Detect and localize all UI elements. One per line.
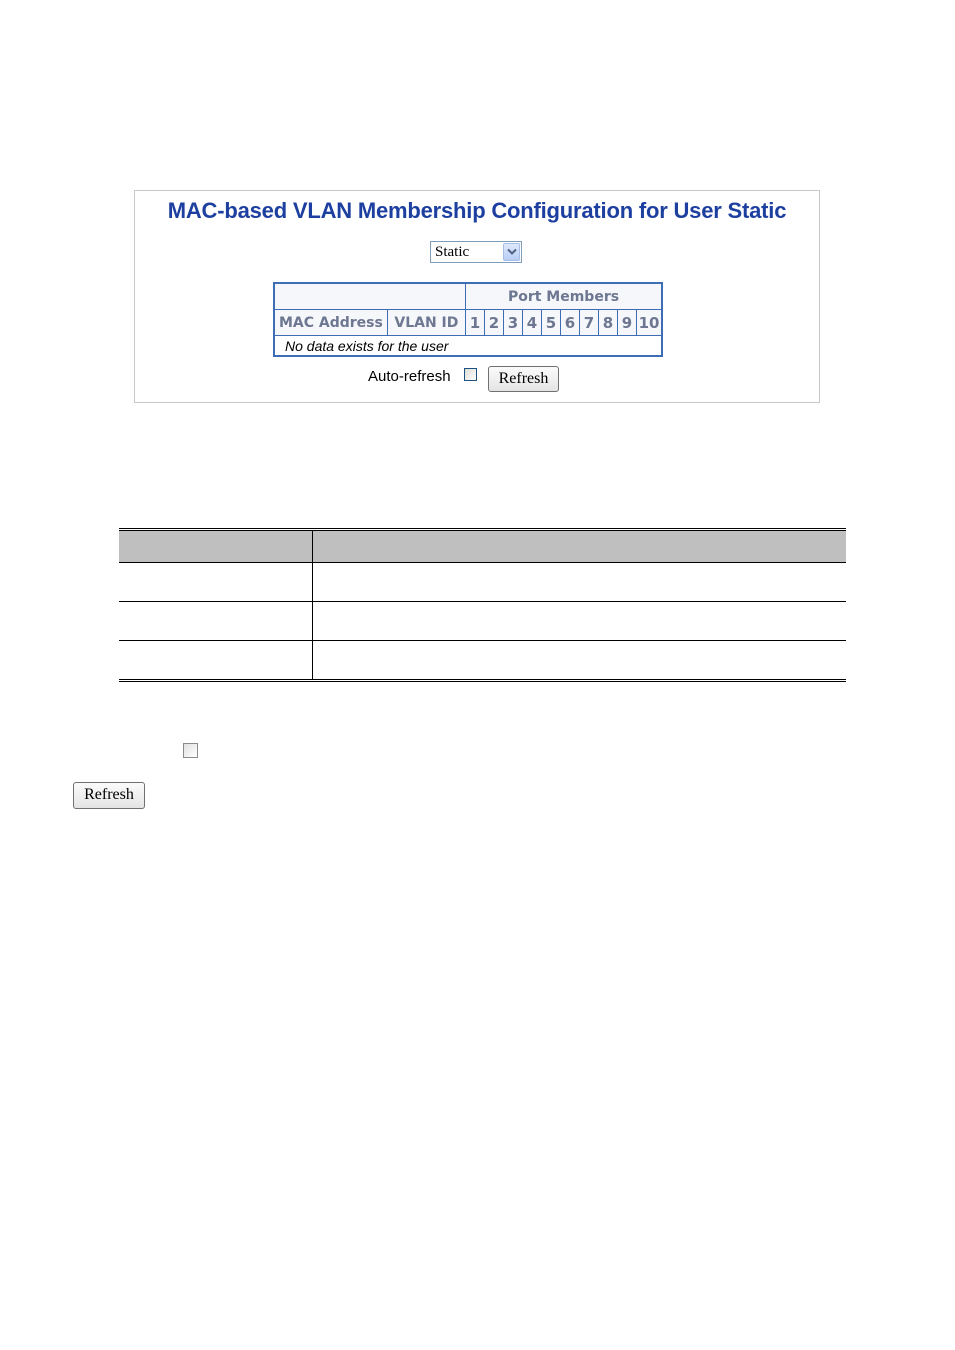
desc-cell <box>119 602 313 641</box>
port-header-10: 10 <box>637 310 663 336</box>
auto-refresh-checkbox[interactable] <box>464 368 477 381</box>
user-select[interactable] <box>430 241 522 263</box>
table-row <box>119 563 846 602</box>
vlan-id-header: VLAN ID <box>387 310 465 336</box>
table-row <box>119 602 846 641</box>
desc-header-object <box>119 530 313 563</box>
refresh-button[interactable]: Refresh <box>488 366 559 392</box>
table-header-blank <box>274 283 466 310</box>
chevron-down-icon[interactable] <box>503 243 520 261</box>
desc-cell <box>313 641 847 681</box>
desc-cell <box>119 641 313 681</box>
refresh-button-sample[interactable]: Refresh <box>73 782 145 809</box>
port-members-header: Port Members <box>466 283 663 310</box>
port-header-3: 3 <box>504 310 523 336</box>
description-table <box>119 528 846 682</box>
auto-refresh-checkbox-sample[interactable] <box>183 743 198 758</box>
mac-vlan-table <box>273 282 663 357</box>
page-title: MAC-based VLAN Membership Configuration for User Static <box>167 198 787 223</box>
port-header-2: 2 <box>485 310 504 336</box>
table-row <box>274 336 662 357</box>
port-header-5: 5 <box>542 310 561 336</box>
desc-cell <box>119 563 313 602</box>
desc-cell <box>313 563 847 602</box>
port-header-8: 8 <box>599 310 618 336</box>
port-header-4: 4 <box>523 310 542 336</box>
empty-message: No data exists for the user <box>274 336 662 357</box>
mac-vlan-panel <box>134 190 820 403</box>
mac-address-header: MAC Address <box>274 310 387 336</box>
port-header-1: 1 <box>466 310 485 336</box>
table-row <box>119 641 846 681</box>
desc-cell <box>313 602 847 641</box>
user-select-value: Static <box>435 244 470 260</box>
port-header-6: 6 <box>561 310 580 336</box>
auto-refresh-label: Auto-refresh <box>368 368 451 385</box>
desc-header-description <box>313 530 847 563</box>
port-header-9: 9 <box>618 310 637 336</box>
port-header-7: 7 <box>580 310 599 336</box>
